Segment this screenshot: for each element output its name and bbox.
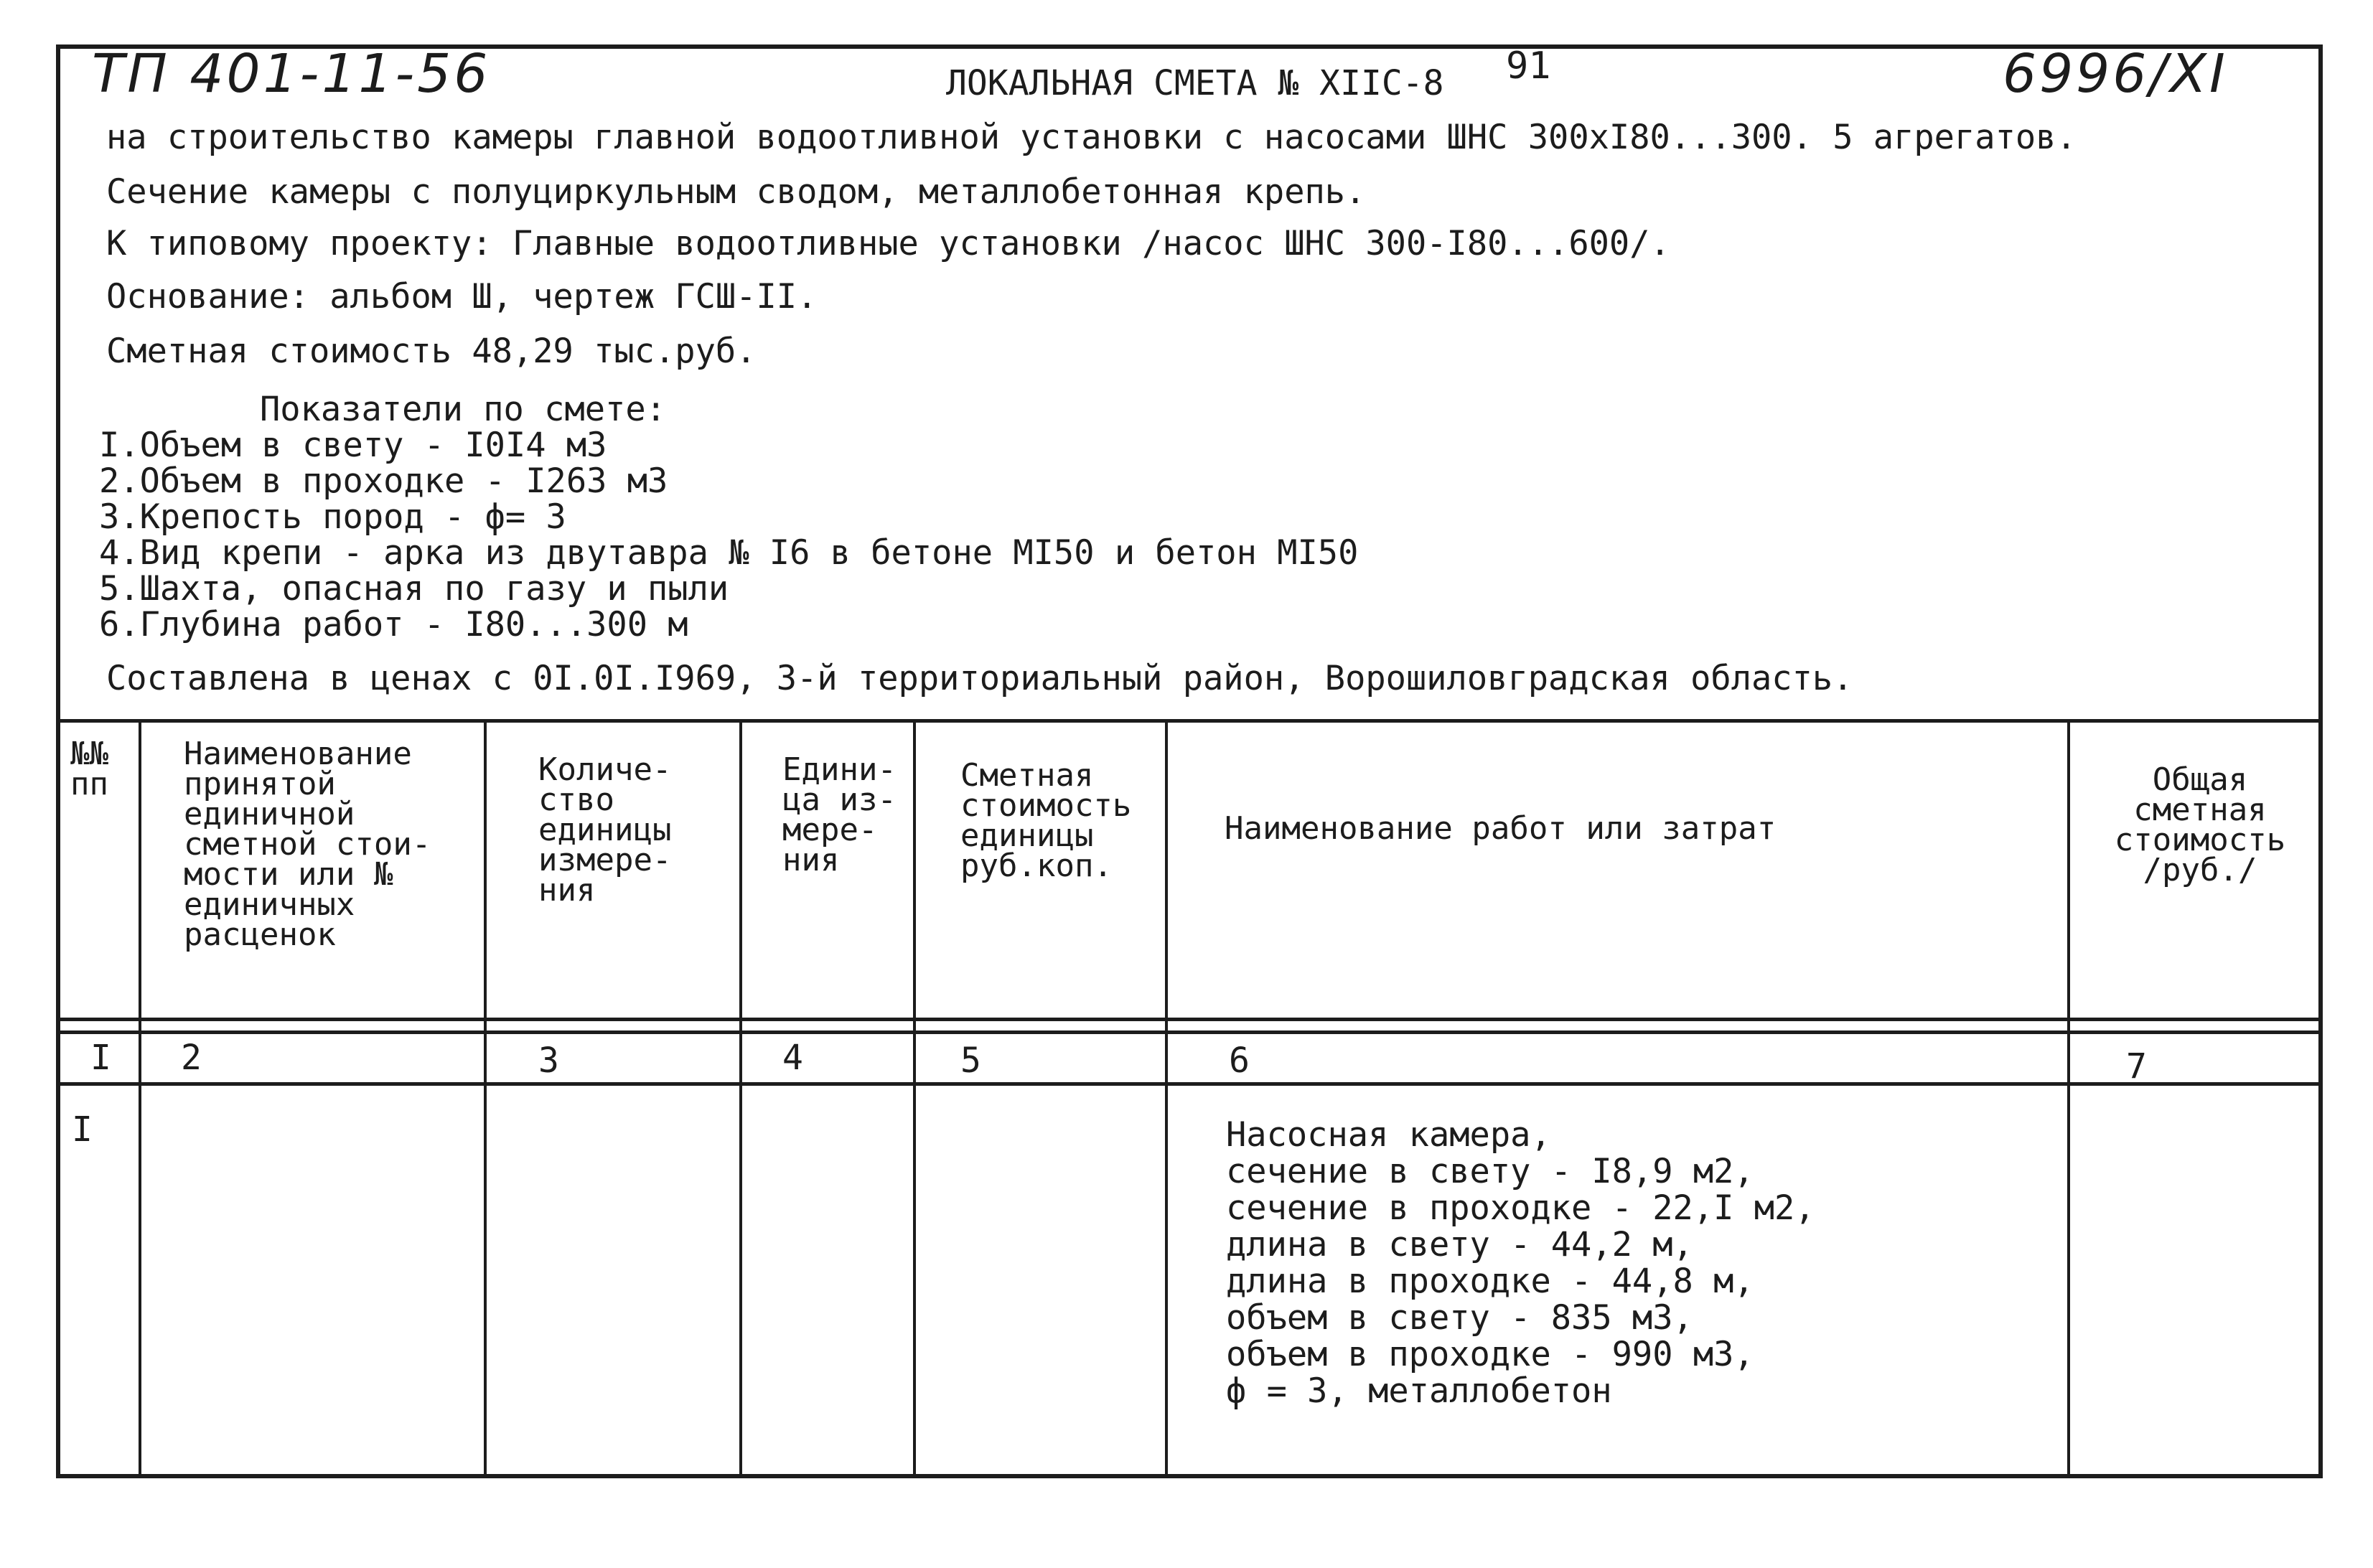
handwritten-reference: 6996/XI: [2003, 43, 2228, 105]
description-line-5: Сметная стоимость 48,29 тыс.руб.: [106, 332, 757, 371]
description-line-4: Основание: альбом Ш, чертеж ГСШ-II.: [106, 277, 818, 316]
header-col-1: №№ пп: [70, 736, 108, 802]
column-number-4: 4: [782, 1038, 803, 1078]
column-number-3: 3: [538, 1041, 559, 1081]
column-number-2: 2: [181, 1038, 202, 1078]
header-bottom-border: [56, 1018, 2323, 1021]
indicators-title: Показатели по смете:: [260, 390, 666, 429]
header-double-border: [56, 1031, 2323, 1034]
header-col-7: Общая сметная стоимость /руб./: [2114, 761, 2286, 888]
column-number-7: 7: [2126, 1046, 2147, 1086]
header-col-2: Наименование принятой единичной сметной стои- мости или № единичных расценок: [184, 736, 431, 953]
description-line-2: Сечение камеры с полуциркульным сводом, металлобетонная крепь.: [106, 172, 1366, 212]
indicator-3: 3.Крепость пород - ф= 3: [99, 497, 566, 537]
row-1-description-line-6: объем в свету - 835 м3,: [1226, 1298, 1693, 1338]
indicator-4: 4.Вид крепи - арка из двутавра № I6 в бетоне МI50 и бетон МI50: [99, 533, 1359, 573]
column-number-5: 5: [960, 1041, 981, 1081]
row-1-description-line-5: длина в проходке - 44,8 м,: [1226, 1262, 1754, 1301]
description-line-3: К типовому проекту: Главные водоотливные установки /насос ШНС 300-I80...600/.: [106, 224, 1670, 263]
page-number: 91: [1506, 44, 1551, 88]
indicator-5: 5.Шахта, опасная по газу и пыли: [99, 569, 729, 609]
row-1-description-line-7: объем в проходке - 990 м3,: [1226, 1335, 1754, 1374]
row-1-number: I: [72, 1109, 93, 1150]
row-1-description-line-1: Насосная камера,: [1226, 1115, 1551, 1155]
description-line-1: на строительство камеры главной водоотливной установки с насосами ШНС 300хI80...300. 5 агрегатов.: [106, 118, 2077, 157]
handwritten-project-code: ТП 401-11-56: [92, 43, 491, 105]
table-top-border: [56, 719, 2323, 723]
column-divider-5: [1165, 720, 1168, 1477]
indicator-1: I.Объем в свету - I0I4 м3: [99, 426, 607, 465]
row-1-description-line-3: сечение в проходке - 22,I м2,: [1226, 1188, 1815, 1228]
document-title: ЛОКАЛЬНАЯ СМЕТА № XIIС-8: [946, 63, 1444, 103]
prices-line: Составлена в ценах с 0I.0I.I969, 3-й территориальный район, Ворошиловградская область.: [106, 659, 1853, 698]
column-divider-2: [484, 720, 487, 1477]
column-number-1: I: [90, 1038, 111, 1078]
header-col-4: Едини- ца из- мере- ния: [782, 751, 897, 878]
row-1-description-line-4: длина в свету - 44,2 м,: [1226, 1225, 1693, 1264]
header-col-3: Количе- ство единицы измере- ния: [538, 751, 672, 909]
header-col-6: Наименование работ или затрат: [1225, 810, 1777, 847]
column-divider-1: [139, 720, 141, 1477]
column-divider-6: [2067, 720, 2070, 1477]
indicator-6: 6.Глубина работ - I80...300 м: [99, 605, 688, 644]
row-1-description-line-8: ф = 3, металлобетон: [1226, 1371, 1612, 1411]
header-col-5: Сметная стоимость единицы руб.коп.: [960, 757, 1132, 884]
row-1-description-line-2: сечение в свету - I8,9 м2,: [1226, 1152, 1754, 1191]
column-divider-4: [913, 720, 916, 1477]
column-divider-3: [739, 720, 742, 1477]
numbers-row-border: [56, 1082, 2323, 1086]
indicator-2: 2.Объем в проходке - I263 м3: [99, 461, 668, 501]
column-number-6: 6: [1229, 1041, 1250, 1081]
